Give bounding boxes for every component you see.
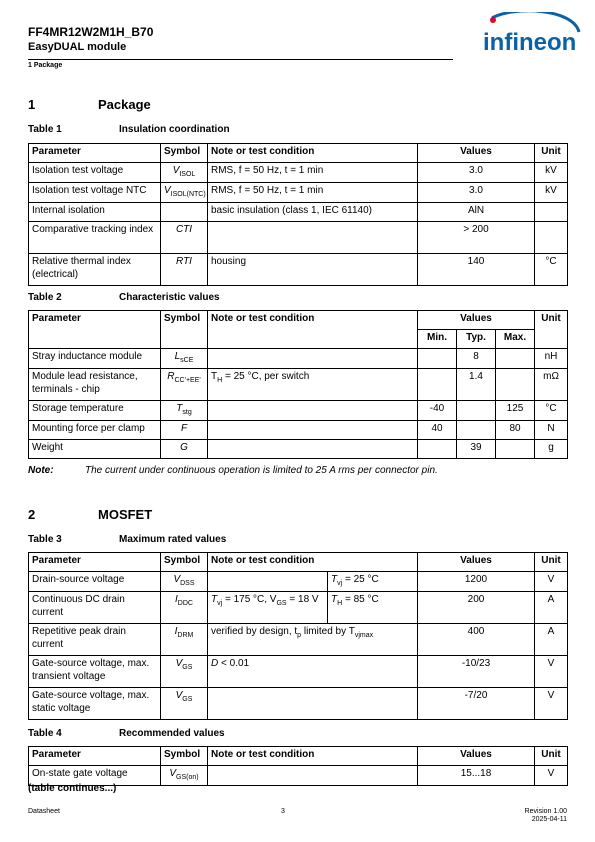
table-cell: basic insulation (class 1, IEC 61140) [208,203,418,222]
col-header-max: Max. [496,330,535,349]
table-cell [418,440,457,459]
table-maximum-rated-values [28,552,568,720]
table-row [29,203,568,222]
table-row [29,222,568,254]
table-cell: $V_{GS}$ [161,656,208,688]
col-header: Values [418,144,535,163]
table-header-row [29,553,568,572]
table-cell [418,369,457,401]
table-cell: 1.4 [457,369,496,401]
table-row [29,656,568,688]
col-header: Parameter [29,144,161,163]
table-cell: °C [535,254,568,286]
table-cell [496,440,535,459]
table-cell: $V_{ISOL}$ [161,163,208,183]
table-cell [161,203,208,222]
table-cell: $V_{ISOL(NTC)}$ [161,183,208,203]
table-row [29,624,568,656]
col-header: Parameter [29,553,161,572]
table-cell: 39 [457,440,496,459]
col-header: Unit [535,553,568,572]
table-cell: 3.0 [418,183,535,203]
table-cell [208,766,418,786]
table-header-row [29,311,568,330]
table-cell: N [535,421,568,440]
table-cell: housing [208,254,418,286]
table-caption [28,534,226,545]
section-number: 1 [28,97,36,112]
col-header: Values [418,311,535,330]
table-cell: kV [535,183,568,203]
table-cell: V [535,572,568,592]
table-cell: -10/23 [418,656,535,688]
table-label: Table 4 [28,728,62,739]
col-header: Values [418,553,535,572]
col-header: Note or test condition [208,553,418,572]
table-cell: RMS, f = 50 Hz, t = 1 min [208,183,418,203]
table-cell: Stray inductance module [29,349,161,369]
table-cell: Isolation test voltage [29,163,161,183]
section-heading-package [28,97,151,112]
footer-date: 2025-04-11 [531,816,567,823]
table-header-row [29,144,568,163]
table-cell: °C [535,401,568,421]
breadcrumb: 1 Package [28,62,63,69]
table-cell: 40 [418,421,457,440]
table-cell: Internal isolation [29,203,161,222]
table-cell: $V_{GS(on)}$ [161,766,208,786]
table-cell: $T_H = 25$ °C, per switch [208,369,418,401]
table-caption-text: Recommended values [119,728,225,739]
document-subtitle: EasyDUAL module [28,41,127,53]
table-cell: CTI [161,222,208,254]
col-header: Symbol [161,747,208,766]
table-cell: Isolation test voltage NTC [29,183,161,203]
table-cell: $T_{vj} = 25$ °C [328,572,418,592]
table-caption-text: Maximum rated values [119,534,227,545]
footer-doc-type: Datasheet [28,808,60,815]
table-cell: -7/20 [418,688,535,720]
table-cell: 125 [496,401,535,421]
table-row [29,254,568,286]
table-cell: Relative thermal index (electrical) [29,254,161,286]
col-header: Note or test condition [208,311,418,349]
col-header: Parameter [29,311,161,349]
table-cell: A [535,624,568,656]
table-row [29,401,568,421]
footer-revision-text: Revision 1.00 [524,808,567,815]
col-header: Note or test condition [208,144,418,163]
table-cell [208,688,418,720]
table-row [29,572,568,592]
table-row [29,421,568,440]
table-cell: Continuous DC drain current [29,592,161,624]
table-cell: G [161,440,208,459]
section-title: MOSFET [98,507,153,522]
table-row [29,183,568,203]
table-cell: 8 [457,349,496,369]
table-cell: > 200 [418,222,535,254]
table-cell: Storage temperature [29,401,161,421]
table-cell [457,401,496,421]
table-cell: V [535,688,568,720]
header-divider [28,59,453,60]
document-title: FF4MR12W2M1H_B70 [28,25,154,39]
table-row [29,349,568,369]
table-caption [28,728,225,739]
table-cell: 200 [418,592,535,624]
table-characteristic-values [28,310,568,459]
table-cell: $V_{GS}$ [161,688,208,720]
footer-page-number: 3 [281,808,285,815]
col-header-typ: Typ. [457,330,496,349]
col-header: Symbol [161,311,208,349]
table-row [29,592,568,624]
note-label: Note: [28,465,54,476]
section-heading-mosfet [28,507,152,522]
col-header: Unit [535,311,568,349]
table-continues-note: (table continues...) [28,783,117,794]
table-cell: 3.0 [418,163,535,183]
table-cell: V [535,766,568,786]
table-row [29,369,568,401]
table-caption-text: Insulation coordination [119,124,230,135]
table-row [29,440,568,459]
col-header: Parameter [29,747,161,766]
table-cell: nH [535,349,568,369]
table-cell: $T_{stg}$ [161,401,208,421]
table-cell: $T_H = 85$ °C [328,592,418,624]
table-label: Table 3 [28,534,62,545]
footer-revision [525,808,567,823]
logo-wordmark: infineon [483,29,577,56]
table-cell: 140 [418,254,535,286]
table-cell: -40 [418,401,457,421]
table-cell: $T_{vj} = 175$ °C, $V_{GS} = 18$ V [208,592,328,624]
table-cell [208,349,418,369]
section-number: 2 [28,507,36,522]
col-header-min: Min. [418,330,457,349]
table-cell: RMS, f = 50 Hz, t = 1 min [208,163,418,183]
table-cell: Module lead resistance, terminals - chip [29,369,161,401]
table-cell: RTI [161,254,208,286]
col-header: Symbol [161,553,208,572]
table-cell [496,369,535,401]
table-cell [535,203,568,222]
table-cell: $I_{DDC}$ [161,592,208,624]
table-label: Table 2 [28,292,62,303]
table-cell [496,349,535,369]
table-cell [535,222,568,254]
table-cell: Gate-source voltage, max. static voltage [29,688,161,720]
table-cell [208,222,418,254]
col-header: Unit [535,144,568,163]
table-cell: 80 [496,421,535,440]
table-cell: Mounting force per clamp [29,421,161,440]
table-cell: kV [535,163,568,183]
section-title: Package [98,97,151,112]
table-cell [208,440,418,459]
col-header: Unit [535,747,568,766]
table-insulation-coordination [28,143,568,286]
table-recommended-values [28,746,568,786]
table-cell [208,572,328,592]
table-cell: Weight [29,440,161,459]
note-text: The current under continuous operation is limited to 25 A rms per connector pin. [85,465,438,476]
table-cell: F [161,421,208,440]
table-cell: mΩ [535,369,568,401]
table-cell: A [535,592,568,624]
table-cell: AlN [418,203,535,222]
table-cell: On-state gate voltage [29,766,161,786]
table-cell: Drain-source voltage [29,572,161,592]
table-cell [418,349,457,369]
table-cell: Repetitive peak drain current [29,624,161,656]
table-cell [457,421,496,440]
infineon-logo [478,12,584,58]
col-header: Note or test condition [208,747,418,766]
table-cell: 400 [418,624,535,656]
table-cell [208,401,418,421]
table-row [29,163,568,183]
table-cell: $R_{CC'+EE'}$ [161,369,208,401]
col-header: Symbol [161,144,208,163]
table-caption-text: Characteristic values [119,292,220,303]
table-cell: Comparative tracking index [29,222,161,254]
col-header: Values [418,747,535,766]
table-row [29,688,568,720]
table-caption [28,292,220,303]
table-cell: 15...18 [418,766,535,786]
table-cell: g [535,440,568,459]
table-cell: $L_{sCE}$ [161,349,208,369]
table-cell: 1200 [418,572,535,592]
table-cell: V [535,656,568,688]
table-cell: verified by design, $t_p$ limited by $T_{vjmax}$ [208,624,418,656]
table-label: Table 1 [28,124,62,135]
note [28,465,438,476]
table-caption [28,124,230,135]
table-cell: Gate-source voltage, max. transient voltage [29,656,161,688]
table-cell: $V_{DSS}$ [161,572,208,592]
table-cell: $I_{DRM}$ [161,624,208,656]
table-cell [208,421,418,440]
table-header-row [29,747,568,766]
table-cell: D < 0.01 [208,656,418,688]
